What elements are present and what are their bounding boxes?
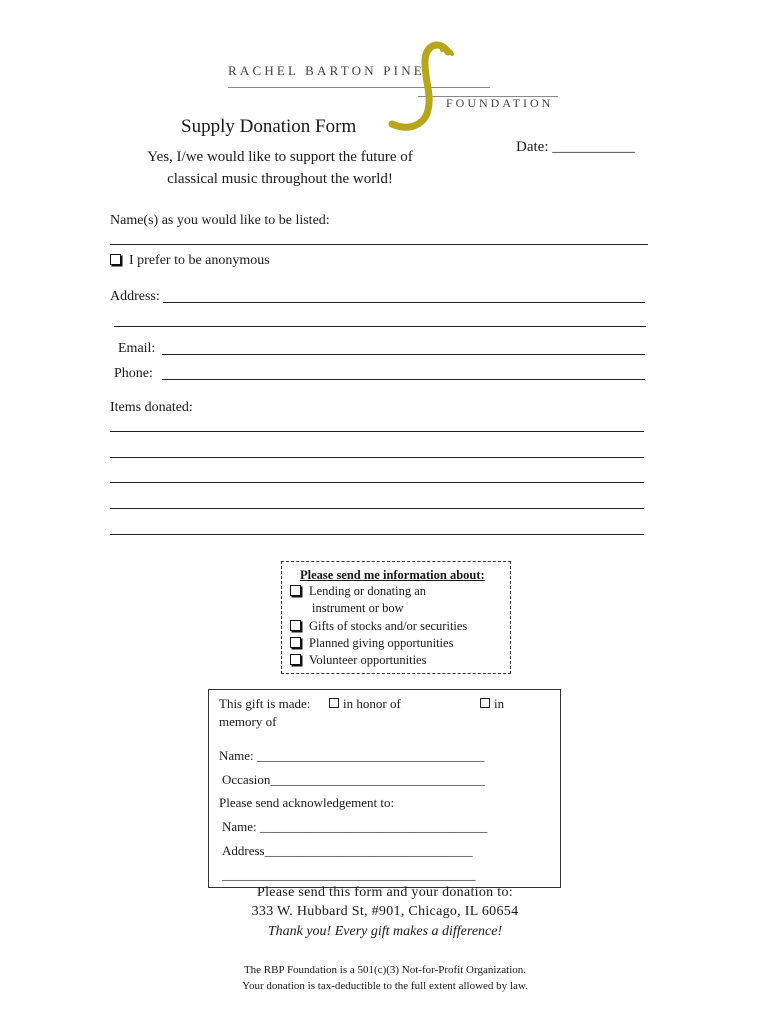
anonymous-label: I prefer to be anonymous — [129, 253, 270, 268]
email-label: Email: — [118, 341, 156, 356]
gift-made-label: This gift is made: — [219, 696, 311, 711]
info-option-label: Lending or donating an — [309, 584, 426, 598]
nonprofit-notice: The RBP Foundation is a 501(c)(3) Not-for-Profit Organization. — [243, 964, 527, 976]
intro-line-1: Yes, I/we would like to support the future of — [147, 149, 413, 165]
in-memory-checkbox[interactable] — [480, 698, 490, 708]
phone-label: Phone: — [114, 366, 153, 381]
send-instructions: Please send this form and your donation to: — [257, 885, 513, 900]
in-honor-option[interactable] — [329, 696, 401, 712]
tax-notice: Your donation is tax-deductible to the full extent allowed by law. — [242, 980, 528, 992]
names-field[interactable] — [110, 244, 648, 245]
items-field-3[interactable] — [110, 482, 644, 483]
address-field-1[interactable] — [163, 302, 645, 303]
date-label[interactable]: Date: ___________ — [516, 139, 635, 155]
in-honor-label: in honor of — [343, 696, 401, 711]
intro-text — [110, 146, 450, 190]
info-option-stocks[interactable] — [290, 619, 467, 634]
info-option-volunteer[interactable] — [290, 653, 426, 668]
anonymous-option[interactable] — [110, 253, 270, 269]
info-option-lending[interactable] — [290, 584, 426, 599]
anonymous-checkbox[interactable] — [110, 254, 121, 265]
info-option-label: Volunteer opportunities — [309, 653, 427, 667]
form-title: Supply Donation Form — [181, 116, 357, 137]
memory-of-label: memory of — [219, 714, 277, 729]
f-hole-logo-icon — [370, 38, 470, 138]
phone-field[interactable] — [162, 379, 645, 380]
org-name: RACHEL BARTON PINE — [228, 63, 425, 78]
acknowledgement-label: Please send acknowledgement to: — [219, 795, 395, 810]
org-foundation: FOUNDATION — [446, 96, 554, 110]
info-request-box — [281, 561, 511, 674]
info-option-label: Gifts of stocks and/or securities — [309, 619, 468, 633]
items-label: Items donated: — [110, 400, 193, 415]
address-label: Address: — [110, 289, 160, 304]
in-memory-label: in — [494, 696, 505, 711]
volunteer-checkbox[interactable] — [290, 654, 301, 665]
honoree-name-field[interactable]: Name: ___________________________________ — [219, 748, 485, 763]
ack-name-field[interactable]: Name: ___________________________________ — [222, 819, 488, 834]
intro-line-2: classical music throughout the world! — [167, 171, 393, 187]
info-option-label: Planned giving opportunities — [309, 636, 454, 650]
ack-address-field[interactable]: Address________________________________ — [222, 843, 473, 858]
thank-you-text: Thank you! Every gift makes a difference! — [267, 924, 503, 939]
info-option-planned[interactable] — [290, 636, 453, 651]
items-field-2[interactable] — [110, 457, 644, 458]
in-honor-checkbox[interactable] — [329, 698, 339, 708]
items-field-1[interactable] — [110, 431, 644, 432]
names-label: Name(s) as you would like to be listed: — [110, 213, 330, 228]
tribute-gift-box — [208, 689, 561, 888]
ack-address-field-2[interactable]: _______________________________________ — [222, 867, 476, 882]
info-heading: Please send me information about: — [300, 568, 485, 582]
occasion-field[interactable]: Occasion_________________________________ — [222, 772, 485, 787]
lending-checkbox[interactable] — [290, 585, 301, 596]
mailing-address: 333 W. Hubbard St, #901, Chicago, IL 60654 — [251, 904, 519, 919]
email-field[interactable] — [162, 354, 645, 355]
items-field-4[interactable] — [110, 508, 644, 509]
stocks-checkbox[interactable] — [290, 620, 301, 631]
info-option-label-cont: instrument or bow — [312, 601, 404, 615]
address-field-2[interactable] — [114, 326, 646, 327]
items-field-5[interactable] — [110, 534, 644, 535]
in-memory-option[interactable] — [480, 696, 504, 712]
planned-checkbox[interactable] — [290, 637, 301, 648]
